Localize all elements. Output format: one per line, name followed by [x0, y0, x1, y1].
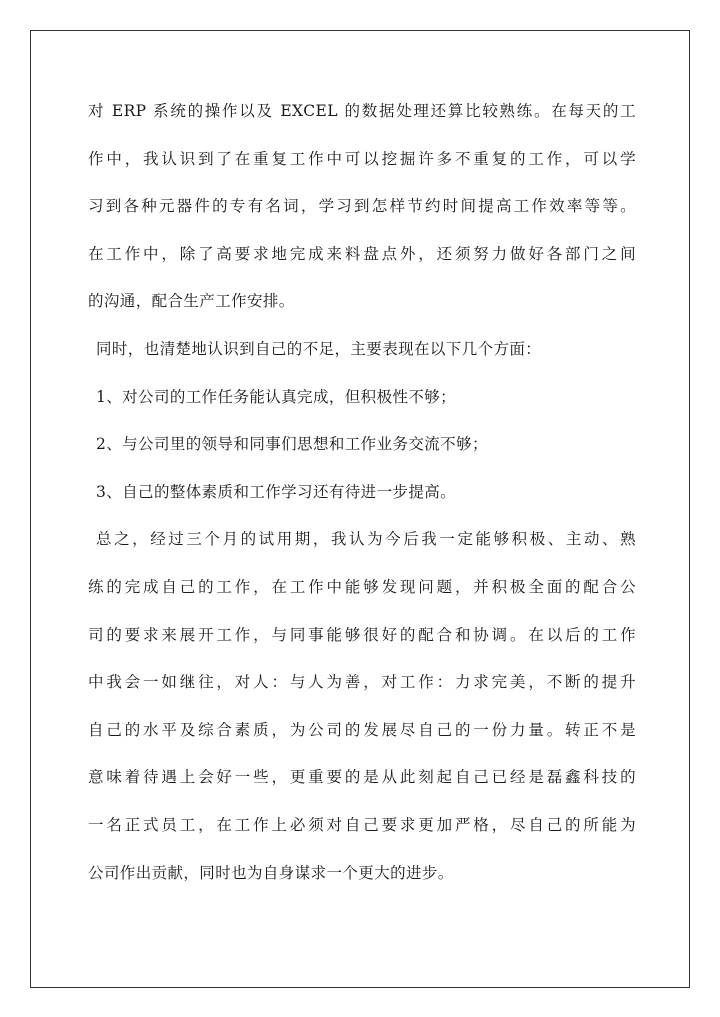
- text-line: 的沟通，配合生产工作安排。: [88, 292, 295, 311]
- list-item: 1、对公司的工作任务能认真完成，但积极性不够；: [96, 387, 457, 406]
- text-line: 公司作出贡献，同时也为自身谋求一个更大的进步。: [88, 863, 454, 882]
- text-line: 练的完成自己的工作，在工作中能够发现问题，并积极全面的配合公: [88, 577, 636, 596]
- text-line: 在工作中，除了高要求地完成来料盘点外，还须努力做好各部门之间: [88, 244, 636, 263]
- list-item: 2、与公司里的领导和同事们思想和工作业务交流不够；: [96, 435, 488, 454]
- text-line: 对 ERP 系统的操作以及 EXCEL 的数据处理还算比较熟练。在每天的工: [88, 102, 636, 120]
- text-line: 总之，经过三个月的试用期，我认为今后我一定能够积极、主动、熟: [96, 530, 636, 549]
- text-line: 自己的水平及综合素质，为公司的发展尽自己的一份力量。转正不是: [88, 720, 636, 739]
- text-line: 中我会一如继往，对人：与人为善，对工作：力求完美，不断的提升: [88, 673, 636, 692]
- text-line: 作中，我认识到了在重复工作中可以挖掘许多不重复的工作，可以学: [88, 149, 636, 168]
- text-line: 司的要求来展开工作，与同事能够很好的配合和协调。在以后的工作: [88, 625, 636, 644]
- document-body: [88, 91, 636, 900]
- text-line: 意味着待遇上会好一些，更重要的是从此刻起自己已经是磊鑫科技的: [88, 768, 636, 787]
- list-item: 3、自己的整体素质和工作学习还有待进一步提高。: [96, 482, 457, 501]
- text-line: 习到各种元器件的专有名词，学习到怎样节约时间提高工作效率等等。: [88, 197, 636, 216]
- text-line: 同时，也清楚地认识到自己的不足，主要表现在以下几个方面：: [96, 339, 542, 358]
- text-line: 一名正式员工，在工作上必须对自己要求更加严格，尽自己的所能为: [88, 815, 636, 834]
